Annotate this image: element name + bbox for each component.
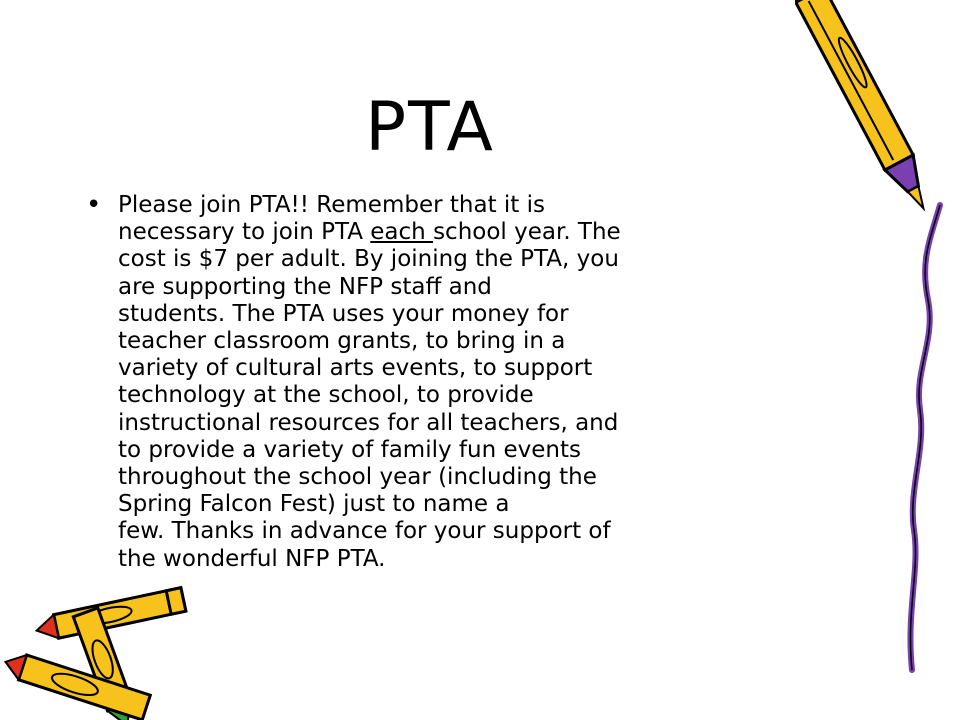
paragraph-line xyxy=(118,301,758,328)
paragraph-line xyxy=(118,355,758,382)
line-text: few. Thanks in advance for your support of xyxy=(118,518,611,545)
line-text: instructional resources for all teachers, and xyxy=(118,409,619,436)
slide-title: PTA xyxy=(365,88,495,167)
bullet-marker: • xyxy=(86,190,102,220)
line-text: school year. The xyxy=(433,219,621,246)
line-text: cost is $7 per adult. By joining the PTA, you xyxy=(118,246,619,273)
paragraph-line xyxy=(118,518,758,545)
line-text: students. The PTA uses your money for xyxy=(118,300,569,327)
line-text: teacher classroom grants, to bring in a xyxy=(118,328,566,355)
line-text: to provide a variety of family fun events xyxy=(118,436,581,463)
line-text: Please join PTA!! Remember that it is xyxy=(118,192,545,218)
paragraph-line xyxy=(118,410,758,437)
paragraph-line xyxy=(118,328,758,355)
paragraph-line xyxy=(118,437,758,464)
line-text: the wonderful NFP PTA. xyxy=(118,545,386,572)
line-text: are supporting the NFP staff and xyxy=(118,273,492,300)
paragraph-line xyxy=(118,546,758,573)
squiggle-line-icon xyxy=(900,200,960,680)
paragraph-line xyxy=(118,382,758,409)
pencil-icon xyxy=(795,0,945,230)
line-text: technology at the school, to provide xyxy=(118,382,534,409)
line-text: necessary to join PTA xyxy=(118,219,371,246)
paragraph-line xyxy=(118,246,758,273)
paragraph-line xyxy=(118,219,758,246)
bullet-paragraph xyxy=(118,192,758,573)
crayons-icon xyxy=(0,575,200,720)
paragraph-line xyxy=(118,192,758,219)
paragraph-line xyxy=(118,464,758,491)
line-text: throughout the school year (including the xyxy=(118,464,597,491)
underlined-word: each xyxy=(370,219,434,246)
paragraph-line xyxy=(118,274,758,301)
line-text: Spring Falcon Fest) just to name a xyxy=(118,491,510,518)
line-text: variety of cultural arts events, to support xyxy=(118,355,593,382)
paragraph-line xyxy=(118,491,758,518)
